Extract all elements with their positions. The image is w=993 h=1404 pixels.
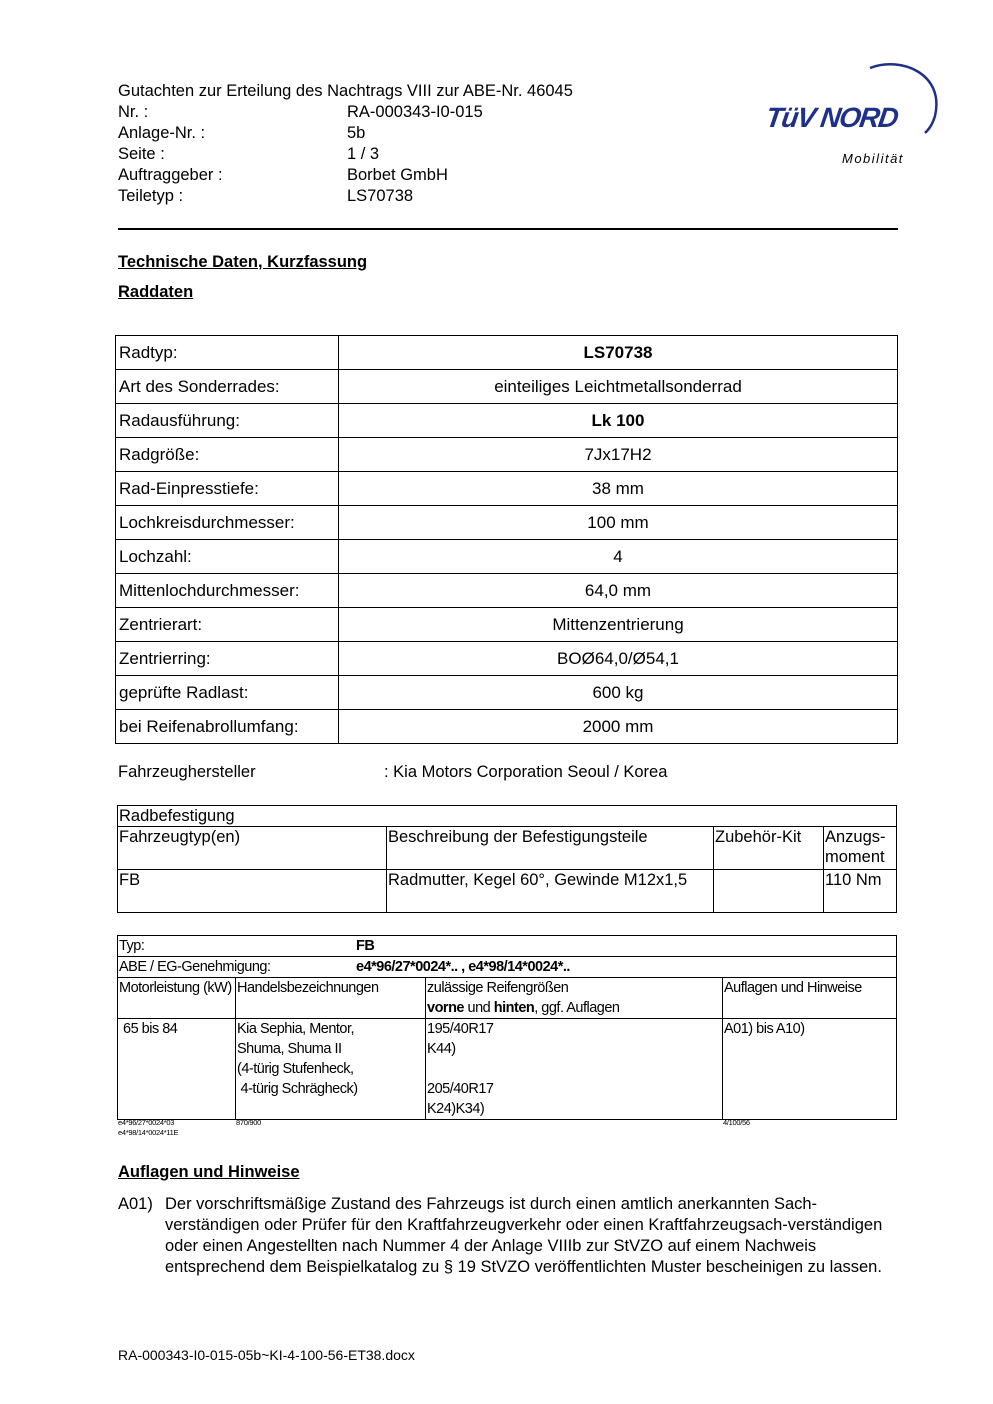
header-row-nr xyxy=(118,102,483,123)
header-label: Seite : xyxy=(118,145,165,163)
raddaten-label: Rad-Einpresstiefe: xyxy=(116,472,339,506)
abe-row xyxy=(118,957,897,978)
header-value: Borbet GmbH xyxy=(347,166,448,184)
raddaten-label: Radtyp: xyxy=(116,336,339,370)
reifen-und: und xyxy=(464,1000,494,1016)
motor-cell: 65 bis 84 xyxy=(118,1019,236,1120)
raddaten-value: einteiliges Leichtmetallsonderrad xyxy=(339,370,898,404)
raddaten-value: 64,0 mm xyxy=(339,574,898,608)
raddaten-table xyxy=(115,335,898,744)
raddaten-label: Lochzahl: xyxy=(116,540,339,574)
header-label: Nr. : xyxy=(118,103,149,121)
reifen-hinten: hinten xyxy=(493,1000,535,1016)
header-label: Teiletyp : xyxy=(118,187,184,205)
reifen-header-line2 xyxy=(427,998,721,1018)
header-value: 1 / 3 xyxy=(347,145,380,163)
header-row-seite xyxy=(118,144,380,165)
header-title: Gutachten zur Erteilung des Nachtrags VIII zur ABE-Nr. 46045 xyxy=(118,82,573,100)
raddaten-label: Radgröße: xyxy=(116,438,339,472)
typ-label: Typ: xyxy=(119,938,145,954)
raddaten-label: Zentrierart: xyxy=(116,608,339,642)
handel-line: Shuma, Shuma II xyxy=(237,1041,342,1057)
table-row xyxy=(118,827,897,870)
auflagen-cell: A01) bis A10) xyxy=(723,1019,897,1120)
table-cell xyxy=(714,870,824,913)
header-cell: Zubehör-Kit xyxy=(714,827,824,870)
header-row-anlage xyxy=(118,123,366,144)
raddaten-value: 38 mm xyxy=(339,472,898,506)
section-auflagen: Auflagen und Hinweise xyxy=(118,1163,300,1181)
header-row-auftraggeber xyxy=(118,165,448,186)
typ-row xyxy=(118,936,897,957)
raddaten-label: Zentrierring: xyxy=(116,642,339,676)
raddaten-value: Mittenzentrierung xyxy=(339,608,898,642)
table-row xyxy=(118,1019,897,1120)
auflage-text: Der vorschriftsmäßige Zustand des Fahrzeugs ist durch einen amtlich anerkannten Sach-verständigen oder Prüfer für den Kraftfahrzeugverkehr oder einen Kraftfahrzeugsach-verständigen oder einen Angestellten nach Nummer 4 der Anlage VIIIb zur StVZO auf einem Nachweis entsprechend dem Beispielkatalog zu § 19 StVZO veröffentlichten Muster bescheinigen zu lassen. xyxy=(165,1195,883,1276)
raddaten-label: Mittenlochdurchmesser: xyxy=(116,574,339,608)
logo-brand: TüV NORD xyxy=(763,102,900,133)
table-row xyxy=(118,806,897,827)
header-cell: Motorleistung (kW) xyxy=(118,978,236,1019)
header-divider xyxy=(118,228,898,230)
radbefestigung-title: Radbefestigung xyxy=(118,806,897,827)
reifen-cell xyxy=(426,1019,723,1120)
handel-line: (4-türig Stufenheck, xyxy=(237,1061,354,1077)
raddaten-label: Lochkreisdurchmesser: xyxy=(116,506,339,540)
table-row xyxy=(116,574,898,608)
raddaten-value: 2000 mm xyxy=(339,710,898,744)
header-label: Auftraggeber : xyxy=(118,166,223,184)
handel-cell xyxy=(236,1019,426,1120)
footnote-col4: 4/100/56 xyxy=(723,1118,750,1127)
hersteller-label: Fahrzeughersteller xyxy=(118,763,256,781)
typ-value: FB xyxy=(356,938,375,954)
table-row xyxy=(116,642,898,676)
header-value: LS70738 xyxy=(347,187,414,205)
raddaten-value: BOØ64,0/Ø54,1 xyxy=(339,642,898,676)
table-row xyxy=(118,957,897,978)
raddaten-value: 4 xyxy=(339,540,898,574)
table-row xyxy=(118,936,897,957)
table-cell: FB xyxy=(118,870,387,913)
table-row xyxy=(116,608,898,642)
reifen-line: 195/40R17 xyxy=(427,1021,494,1037)
reifen-header-line1: zulässige Reifengrößen xyxy=(427,980,569,996)
handel-line: Kia Sephia, Mentor, xyxy=(237,1021,355,1037)
header-value: 5b xyxy=(347,124,366,142)
table-cell: 110 Nm xyxy=(824,870,897,913)
table-row xyxy=(116,404,898,438)
reifen-line: K24)K34) xyxy=(427,1101,485,1117)
table-row xyxy=(116,676,898,710)
table-row xyxy=(116,472,898,506)
table-row xyxy=(116,438,898,472)
hersteller-value: : Kia Motors Corporation Seoul / Korea xyxy=(384,763,668,781)
reifen-line: 205/40R17 xyxy=(427,1081,494,1097)
table-row xyxy=(116,336,898,370)
table-row xyxy=(118,870,897,913)
header-cell xyxy=(426,978,723,1019)
raddaten-value: 100 mm xyxy=(339,506,898,540)
footnote-col2: 870/900 xyxy=(236,1118,262,1127)
header-cell: Fahrzeugtyp(en) xyxy=(118,827,387,870)
tuev-nord-logo xyxy=(760,58,945,170)
raddaten-value: 600 kg xyxy=(339,676,898,710)
table-row xyxy=(118,978,897,1019)
raddaten-label: Art des Sonderrades: xyxy=(116,370,339,404)
raddaten-label: geprüfte Radlast: xyxy=(116,676,339,710)
table-row xyxy=(116,370,898,404)
header-cell: Beschreibung der Befestigungsteile xyxy=(387,827,714,870)
abe-value: e4*96/27*0024*.. , e4*98/14*0024*.. xyxy=(356,959,570,975)
header-cell: Handelsbezeichnungen xyxy=(236,978,426,1019)
section-raddaten: Raddaten xyxy=(118,283,194,301)
raddaten-label: bei Reifenabrollumfang: xyxy=(116,710,339,744)
footnote-col1 xyxy=(118,1118,178,1138)
table-row xyxy=(116,506,898,540)
reifen-vorne: vorne xyxy=(427,1000,464,1016)
reifen-line: K44) xyxy=(427,1041,456,1057)
radbefestigung-table xyxy=(117,805,897,913)
header-value: RA-000343-I0-015 xyxy=(347,103,483,121)
reifen-line xyxy=(427,1059,721,1079)
table-row xyxy=(116,710,898,744)
table-row xyxy=(116,540,898,574)
raddaten-value: Lk 100 xyxy=(339,404,898,438)
header-label: Anlage-Nr. : xyxy=(118,124,206,142)
footer-filename: RA-000343-I0-015-05b~KI-4-100-56-ET38.docx xyxy=(118,1347,415,1363)
header-cell: Anzugs-moment xyxy=(824,827,897,870)
raddaten-value: 7Jx17H2 xyxy=(339,438,898,472)
typ-table xyxy=(117,935,897,1120)
section-technische: Technische Daten, Kurzfassung xyxy=(118,253,368,271)
table-cell: Radmutter, Kegel 60°, Gewinde M12x1,5 xyxy=(387,870,714,913)
footnote-line: e4*98/14*0024*11E xyxy=(118,1128,179,1137)
handel-line: 4-türig Schrägheck) xyxy=(237,1081,358,1097)
reifen-rest: , ggf. Auflagen xyxy=(534,1000,620,1016)
header-cell: Auflagen und Hinweise xyxy=(723,978,897,1019)
footnote-line: e4*96/27*0024*03 xyxy=(118,1118,175,1127)
auflage-code: A01) xyxy=(118,1195,153,1213)
logo-sub: Mobilität xyxy=(842,151,904,166)
header-row-teiletyp xyxy=(118,186,414,207)
raddaten-value: LS70738 xyxy=(339,336,898,370)
raddaten-label: Radausführung: xyxy=(116,404,339,438)
abe-label: ABE / EG-Genehmigung: xyxy=(119,959,271,975)
